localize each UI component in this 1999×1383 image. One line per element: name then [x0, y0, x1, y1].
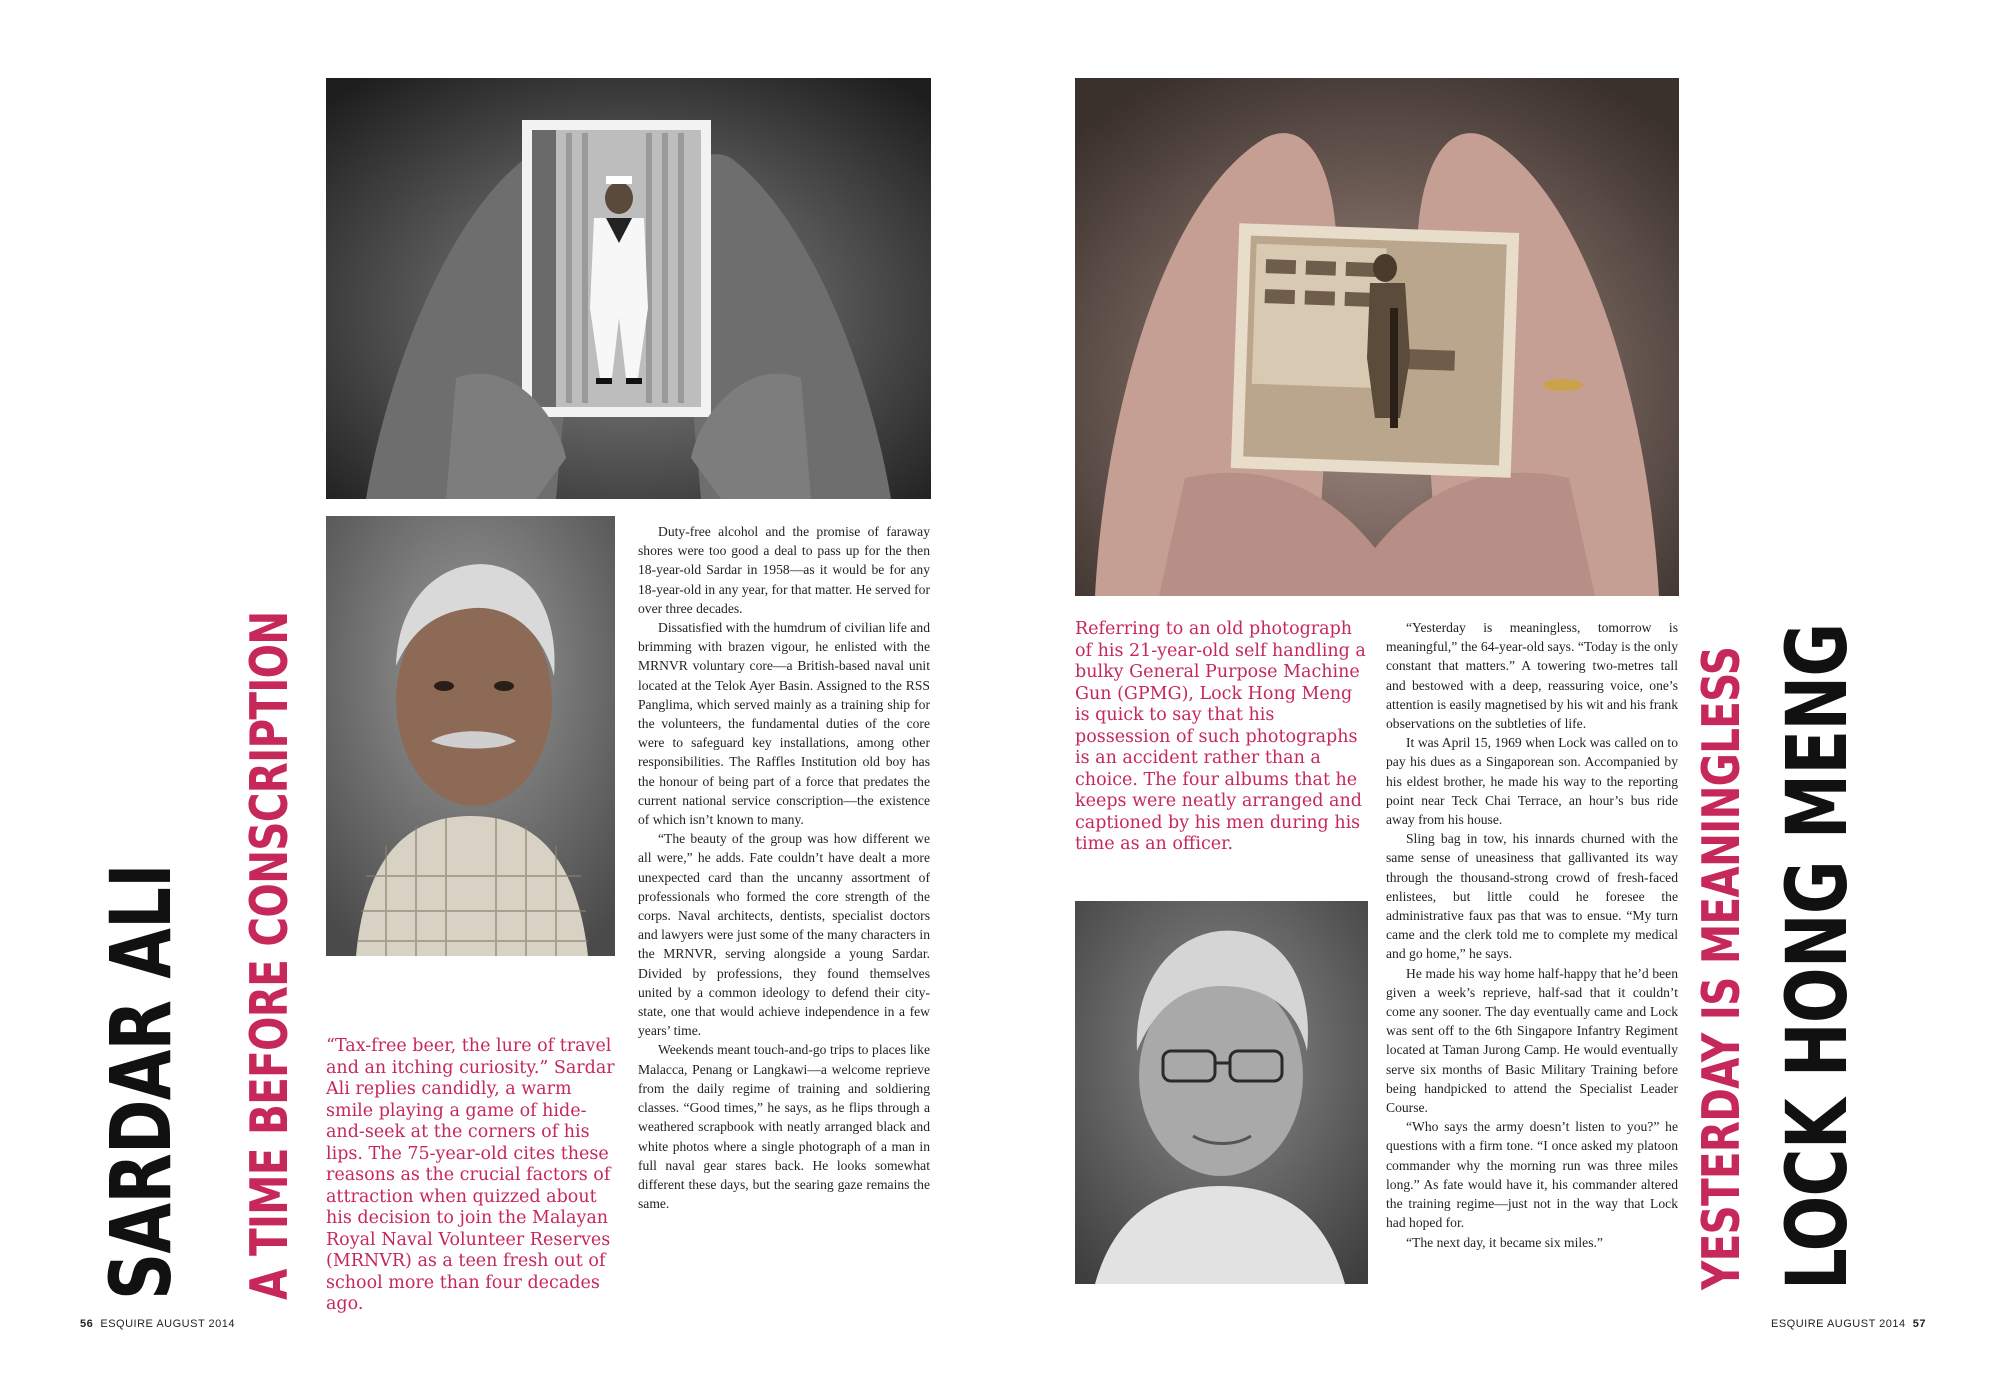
body-paragraph: It was April 15, 1969 when Lock was called on to pay his dues as a Singaporean son. Accompanied by his eldest brother, he made his way to the reporting point near Teck Chai Terrace, an hour’s bus ride away from his house. [1386, 735, 1678, 828]
photo-hands-holding-naval-portrait [326, 78, 931, 499]
page-number-right: 57 [1912, 1318, 1926, 1330]
pull-quote-left [326, 1036, 616, 1316]
body-paragraph: “Who says the army doesn’t listen to you?” he questions with a firm tone. “I once asked my platoon commander why the morning run was three miles long.” As fate would have it, his commander altered the training regime—just not in the way that Lock had hoped for. [1386, 1119, 1678, 1231]
body-paragraph: Duty-free alcohol and the promise of faraway shores were too good a deal to pass up for the then 18-year-old Sardar in 1958—as it would be for any 18-year-old in any year, for that matter. He served for over three decades. [638, 524, 930, 616]
folio-right [1771, 1318, 1926, 1330]
body-column-right [1386, 618, 1678, 1252]
portrait-lock-hong-meng [1075, 901, 1368, 1284]
title-lock-hong-meng: LOCK HONG MENG [1768, 623, 1866, 1290]
body-paragraph: “Yesterday is meaningless, tomorrow is meaningful,” the 64-year-old says. “Today is the only constant that matters.” A towering two-metres tall and bestowed with a deep, reassuring voice, one’s attention is easily magnetised by his wit and his frank observations on the subtleties of life. [1386, 620, 1678, 732]
headline-right: YESTERDAY IS MEANINGLESS [1692, 646, 1752, 1290]
folio-text-right: ESQUIRE AUGUST 2014 [1771, 1318, 1906, 1330]
pull-quote-right [1075, 619, 1370, 856]
portrait-sardar-ali [326, 516, 615, 956]
photo-hands-holding-gpmg-photo [1075, 78, 1679, 596]
title-sardar-ali: SARDAR ALI [92, 864, 190, 1300]
body-paragraph: Sling bag in tow, his innards churned with the same sense of uneasiness that gallivanted its way through the thousand-strong crowd of fresh-faced enlistees, but little could he foresee the administrative faux pas that was to ensue. “My turn came and the clerk told me to complete my medical and go home,” he says. [1386, 831, 1678, 962]
pull-quote-left-text: “Tax-free beer, the lure of travel and an itching curiosity.” Sardar Ali replies candidly, a warm smile playing a game of hide-and-seek at the corners of his lips. The 75-year-old cites these reasons as the crucial factors of attraction when quizzed about his decision to join the Malayan Royal Naval Volunteer Reserves (MRNVR) as a teen fresh out of school more than four decades ago. [326, 1036, 615, 1314]
headline-left: A TIME BEFORE CONSCRIPTION [240, 611, 300, 1300]
body-paragraph: “The next day, it became six miles.” [1406, 1234, 1603, 1250]
body-paragraph: Weekends meant touch-and-go trips to places like Malacca, Penang or Langkawi—a welcome reprieve from the daily regime of training and soldiering classes. “Good times,” he says, as he flips through a weathered scrapbook with neatly arranged black and white photos where a single photograph of a man in full naval gear stares back. He looks somewhat different these days, but the searing gaze remains the same. [638, 1042, 930, 1212]
folio-text-left: ESQUIRE AUGUST 2014 [100, 1318, 235, 1330]
body-paragraph: Dissatisfied with the humdrum of civilian life and brimming with brazen vigour, he enlisted with the MRNVR voluntary core—a British-based naval unit located at the Telok Ayer Basin. Assigned to the RSS Panglima, which served mainly as a training ship for the volunteers, the fundamental duties of the core were to safeguard key installations, among other responsibilities. The Raffles Institution old boy has the honour of being part of a force that predates the current national service conscription—the existence of which isn’t known to many. [638, 620, 930, 828]
body-paragraph: He made his way home half-happy that he’d been given a week’s reprieve, half-sad that it couldn’t come any sooner. The day eventually came and Lock was sent off to the 6th Singapore Infantry Regiment located at Taman Jurong Camp. He would eventually serve six months of Basic Military Training before being handpicked to attend the Specialist Leader Course. [1386, 965, 1678, 1116]
body-column-left [638, 522, 930, 1213]
page-number-left: 56 [80, 1318, 94, 1330]
body-paragraph: “The beauty of the group was how different we all were,” he adds. Fate couldn’t have dealt a more unexpected card than the uncanny assortment of professionals who formed the core strength of the corps. Naval architects, dentists, specialist doctors and lawyers were just some of the many characters in the MRNVR, serving alongside a young Sardar. Divided by professions, they found themselves united by a common ideology to defend their city-state, one that would achieve independence in a few years’ time. [638, 831, 930, 1039]
pull-quote-right-text: Referring to an old photograph of his 21-year-old self handling a bulky General Purpose Machine Gun (GPMG), Lock Hong Meng is quick to say that his possession of such photographs is an accident rather than a choice. The four albums that he keeps were neatly arranged and captioned by his men during his time as an officer. [1075, 619, 1366, 854]
folio-left [80, 1318, 235, 1330]
